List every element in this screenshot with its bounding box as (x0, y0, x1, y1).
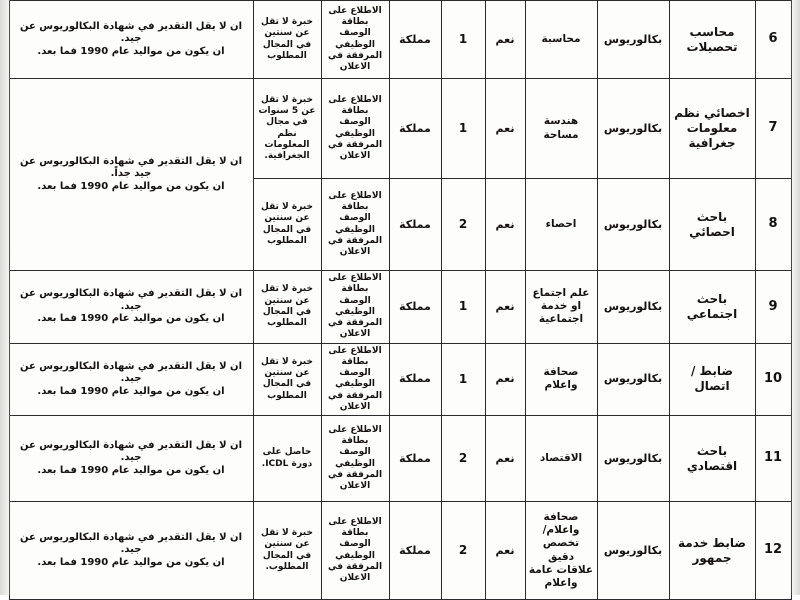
condition-line-1: ان لا يقل التقدير في شهادة البكالوريوس عن جيد. (19, 531, 243, 556)
jobs-table (9, 0, 792, 600)
job-degree: بكالوريوس (597, 1, 669, 79)
row-number: 12 (755, 502, 791, 600)
condition-line-1: ان لا يقل التقدير في شهادة البكالوريوس عن جيد. (19, 360, 243, 384)
table-row (9, 1, 791, 79)
job-conditions (9, 416, 253, 502)
job-title: ضابط / اتصال (669, 343, 755, 416)
condition-line-2: ان يكون من مواليد عام 1990 فما بعد. (37, 313, 225, 324)
job-gender: نعم (485, 79, 525, 179)
condition-line-1: ان لا يقل التقدير في شهادة البكالوريوس عن جيد جداً. (19, 155, 243, 180)
job-major: محاسبة (525, 1, 597, 79)
job-major: صحافة واعلام/ تخصص دقيق علاقات عامة واعلام (525, 502, 597, 600)
job-courses: حاصل على دورة ICDL. (253, 416, 321, 502)
job-field-experience: الاطلاع على بطاقة الوصف الوظيفي المرفقة في الاعلان (321, 502, 389, 600)
job-courses: خبرة لا تقل عن سنتين في المجال المطلوب (253, 343, 321, 416)
row-number: 8 (755, 179, 791, 271)
job-degree: بكالوريوس (597, 79, 669, 179)
condition-line-1: ان لا يقل التقدير في شهادة البكالوريوس عن جيد. (19, 439, 243, 464)
job-conditions (9, 1, 253, 79)
job-gender: نعم (485, 271, 525, 344)
job-title: باحث احصائي (669, 179, 755, 271)
job-title: اخصائي نظم معلومات جغرافية (669, 79, 755, 179)
job-degree: بكالوريوس (597, 343, 669, 416)
job-count: 1 (441, 79, 485, 179)
row-number: 6 (755, 1, 791, 79)
job-gender: نعم (485, 343, 525, 416)
job-courses: خبرة لا تقل عن سنتين في المجال المطلوب (253, 271, 321, 344)
job-field-experience: الاطلاع على بطاقة الوصف الوظيفي المرفقة في الاعلان (321, 271, 389, 344)
job-nationality: مملكة (389, 416, 441, 502)
job-major: احصاء (525, 179, 597, 271)
job-degree: بكالوريوس (597, 502, 669, 600)
job-courses: خبرة لا تقل عن سنتين في المجال المطلوب (253, 1, 321, 79)
condition-line-2: ان يكون من مواليد عام 1990 فما بعد. (37, 385, 225, 397)
job-courses: خبرة لا تقل عن سنتين في المجال المطلوب. (253, 502, 321, 600)
job-field-experience: الاطلاع على بطاقة الوصف الوظيفي المرفقة في الاعلان (321, 343, 389, 416)
job-count: 2 (441, 179, 485, 271)
job-count: 1 (441, 271, 485, 344)
job-field-experience: الاطلاع على بطاقة الوصف الوظيفي المرفقة في الاعلان (321, 179, 389, 271)
job-conditions (9, 502, 253, 600)
scan-edge-right (790, 0, 800, 595)
condition-line-2: ان يكون من مواليد عام 1990 فما بعد. (37, 464, 225, 476)
job-nationality: مملكة (389, 271, 441, 344)
row-number: 7 (755, 79, 791, 179)
job-count: 1 (441, 343, 485, 416)
job-degree: بكالوريوس (597, 179, 669, 271)
job-field-experience: الاطلاع على بطاقة الوصف الوظيفي المرفقة في الاعلان (321, 79, 389, 179)
job-gender: نعم (485, 1, 525, 79)
job-major: صحافة واعلام (525, 343, 597, 416)
row-number: 10 (755, 343, 791, 416)
job-nationality: مملكة (389, 179, 441, 271)
job-nationality: مملكة (389, 502, 441, 600)
condition-line-2: ان يكون من مواليد عام 1990 فما بعد. (37, 556, 225, 568)
job-title: باحث اجتماعي (669, 271, 755, 344)
condition-line-2: ان يكون من مواليد عام 1990 فما بعد. (37, 180, 225, 192)
row-number: 11 (755, 416, 791, 502)
job-field-experience: الاطلاع على بطاقة الوصف الوظيفي المرفقة في الاعلان (321, 1, 389, 79)
table-row (9, 343, 791, 416)
job-courses: خبرة لا تقل عن سنتين في المجال المطلوب (253, 179, 321, 271)
table-row (9, 271, 791, 344)
job-conditions (9, 271, 253, 344)
job-nationality: مملكة (389, 1, 441, 79)
job-major: علم اجتماع او خدمة اجتماعية (525, 271, 597, 344)
job-conditions (9, 79, 253, 271)
job-degree: بكالوريوس (597, 416, 669, 502)
job-nationality: مملكة (389, 79, 441, 179)
job-gender: نعم (485, 179, 525, 271)
job-count: 2 (441, 416, 485, 502)
condition-line-1: ان لا يقل التقدير في شهادة البكالوريوس عن جيد. (19, 288, 243, 312)
job-count: 2 (441, 502, 485, 600)
job-title: باحث اقتصادي (669, 416, 755, 502)
condition-line-2: ان يكون من مواليد عام 1990 فما بعد. (37, 45, 225, 57)
table-row (9, 79, 791, 179)
job-title: ضابط خدمة جمهور (669, 502, 755, 600)
job-gender: نعم (485, 502, 525, 600)
job-conditions (9, 343, 253, 416)
job-major: الاقتصاد (525, 416, 597, 502)
condition-line-1: ان لا يقل التقدير في شهادة البكالوريوس عن جيد. (19, 20, 243, 45)
table-row (9, 502, 791, 600)
job-courses: خبرة لا تقل عن 5 سنوات في مجال نظم المعلومات الجغرافية. (253, 79, 321, 179)
job-field-experience: الاطلاع على بطاقة الوصف الوظيفي المرفقة في الاعلان (321, 416, 389, 502)
job-nationality: مملكة (389, 343, 441, 416)
row-number: 9 (755, 271, 791, 344)
job-major: هندسة مساحة (525, 79, 597, 179)
job-gender: نعم (485, 416, 525, 502)
job-count: 1 (441, 1, 485, 79)
job-degree: بكالوريوس (597, 271, 669, 344)
job-title: محاسب تحصيلات (669, 1, 755, 79)
table-row (9, 416, 791, 502)
